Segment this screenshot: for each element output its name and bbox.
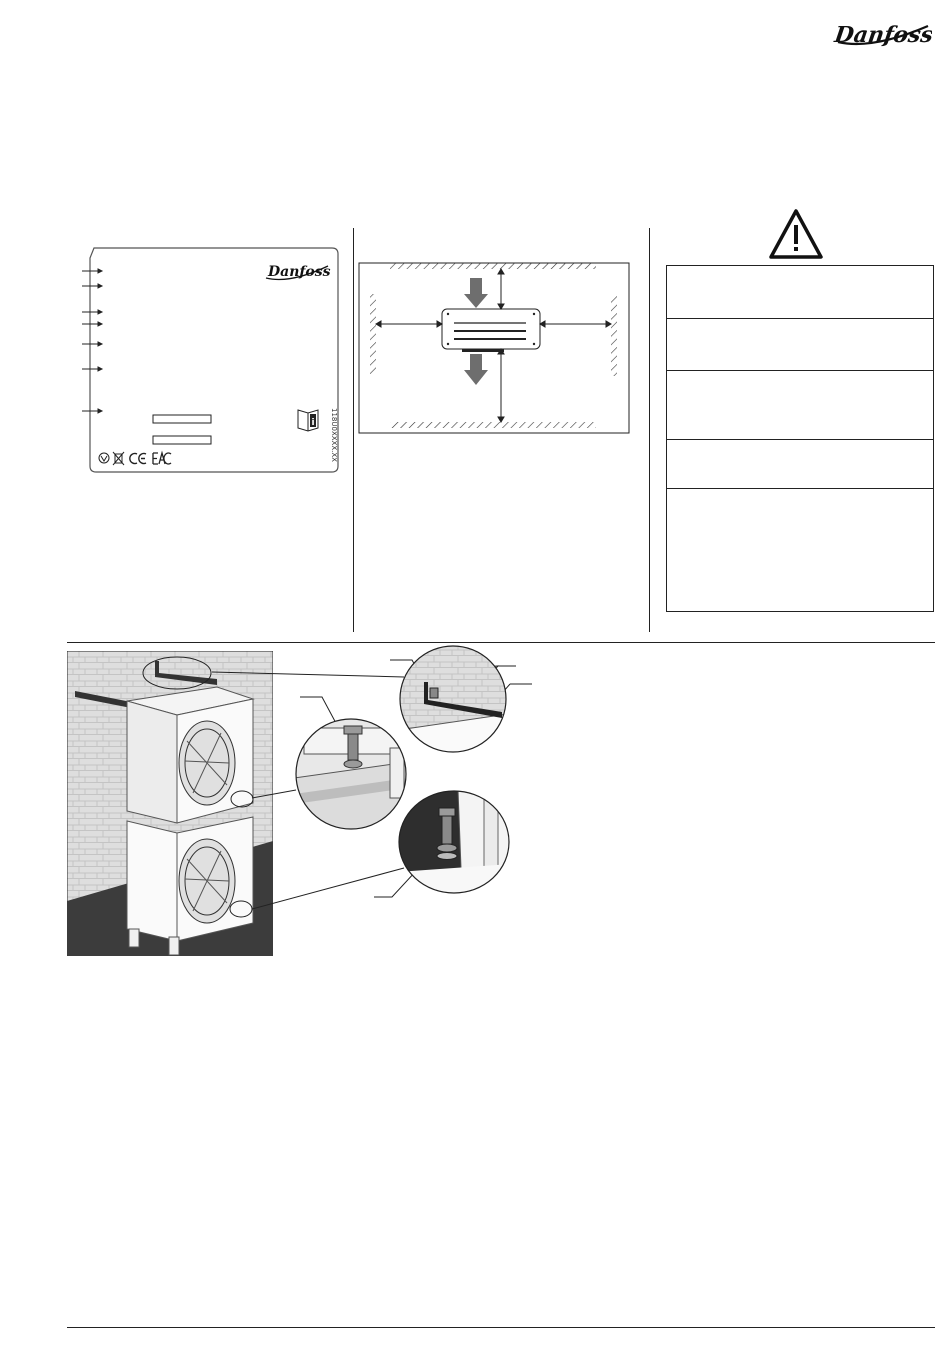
svg-text:i: i [311, 418, 315, 428]
nameplate-logo: Danfoss [268, 264, 331, 280]
detail-lower-bolt [398, 790, 510, 894]
nameplate-code: 118U0XXXX.XX [330, 408, 338, 462]
detail-mid-bolt [294, 718, 408, 830]
brand-logo-text: Danfoss [832, 22, 932, 48]
detail-bracket [398, 644, 508, 754]
